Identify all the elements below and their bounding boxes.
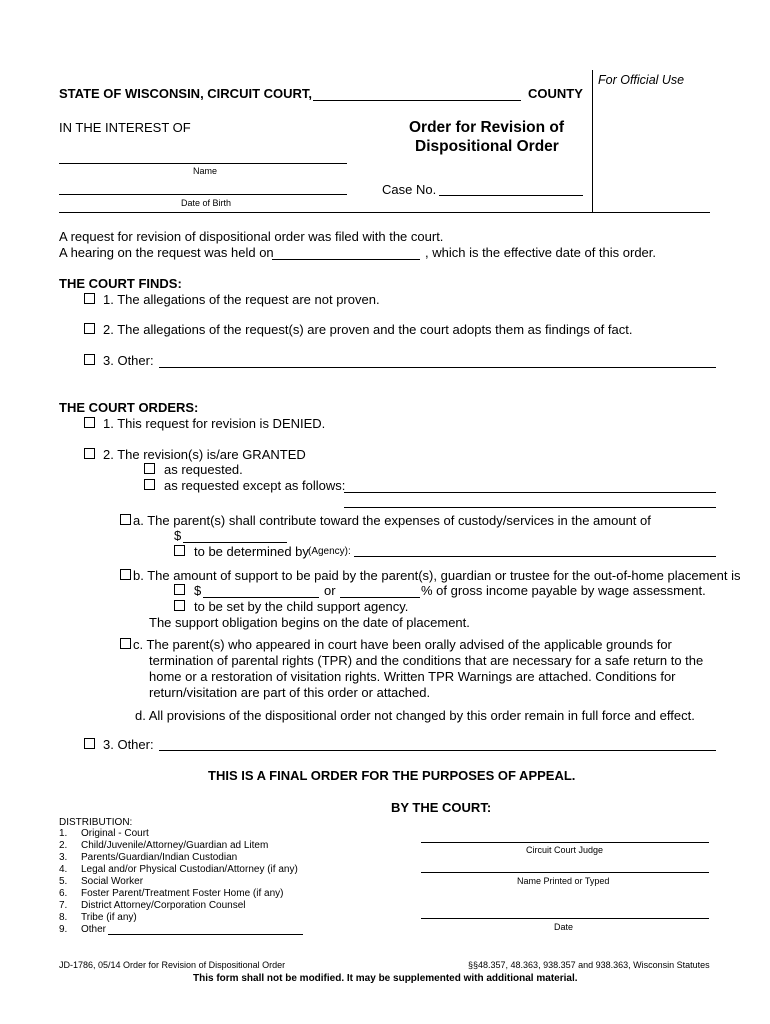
page-title-line2: Dispositional Order — [415, 138, 559, 155]
except-field-2[interactable] — [344, 507, 716, 508]
support-begins-text: The support obligation begins on the date of placement. — [149, 615, 470, 630]
order-a-amount-field[interactable] — [183, 542, 287, 543]
distribution-heading: DISTRIBUTION: — [59, 817, 133, 828]
name-printed-line[interactable] — [421, 872, 709, 873]
court-finds-heading: THE COURT FINDS: — [59, 276, 182, 291]
orders-2-text: 2. The revision(s) is/are GRANTED — [103, 447, 306, 462]
by-the-court: BY THE COURT: — [391, 800, 492, 815]
distribution-item-number: 2. — [59, 840, 68, 851]
finds-2-checkbox[interactable] — [84, 323, 95, 334]
intro-line2a: A hearing on the request was held on — [59, 245, 274, 260]
judge-label: Circuit Court Judge — [526, 845, 604, 855]
finds-2-text: 2. The allegations of the request(s) are proven and the court adopts them as findings of fact. — [103, 322, 633, 337]
distribution-item: Foster Parent/Treatment Foster Home (if any) — [81, 888, 284, 899]
orders-3-text: 3. Other: — [103, 737, 154, 752]
county-label: COUNTY — [528, 86, 583, 101]
case-no-field[interactable] — [439, 195, 583, 196]
order-c-line3: home or a restoration of visitation rights. Written TPR Warnings are attached. Conditions for — [149, 669, 676, 684]
dob-label: Date of Birth — [181, 198, 232, 208]
finds-1-text: 1. The allegations of the request are not proven. — [103, 292, 380, 307]
orders-3-checkbox[interactable] — [84, 738, 95, 749]
support-amount-field[interactable] — [203, 597, 319, 598]
distribution-item: Child/Juvenile/Attorney/Guardian ad Litem — [81, 840, 269, 851]
support-percent-text: % of gross income payable by wage assessment. — [421, 583, 706, 598]
name-label: Name — [193, 166, 218, 176]
intro-line2b: , which is the effective date of this order. — [425, 245, 656, 260]
official-use-label: For Official Use — [598, 73, 685, 87]
agency-label: (Agency): — [308, 546, 351, 557]
distribution-item: Tribe (if any) — [81, 912, 137, 923]
order-d-text: d. All provisions of the dispositional order not changed by this order remain in full force and effect. — [135, 708, 695, 723]
interest-of-label: IN THE INTEREST OF — [59, 120, 191, 135]
court-orders-heading: THE COURT ORDERS: — [59, 400, 199, 415]
dob-field[interactable] — [59, 194, 347, 195]
support-amount-checkbox[interactable] — [174, 584, 185, 595]
distribution-item-number: 4. — [59, 864, 68, 875]
distribution-item-number: 1. — [59, 828, 68, 839]
hearing-date-field[interactable] — [272, 259, 420, 260]
date-label: Date — [554, 922, 574, 932]
orders-2-checkbox[interactable] — [84, 448, 95, 459]
order-c-line2: termination of parental rights (TPR) and the conditions that are necessary for a safe return to the — [149, 653, 704, 668]
as-requested-checkbox[interactable] — [144, 463, 155, 474]
except-field-1[interactable] — [344, 492, 716, 493]
form-id: JD-1786, 05/14 Order for Revision of Dispositional Order — [59, 960, 286, 970]
distribution-item-number: 6. — [59, 888, 68, 899]
header-divider — [59, 212, 710, 213]
distribution-item-number: 8. — [59, 912, 68, 923]
page-title-line1: Order for Revision of — [409, 119, 565, 136]
distribution-item-number: 7. — [59, 900, 68, 911]
official-use-divider — [592, 70, 593, 212]
support-or: or — [324, 583, 336, 598]
finds-other-field[interactable] — [159, 367, 716, 368]
name-field[interactable] — [59, 163, 347, 164]
distribution-item: Parents/Guardian/Indian Custodian — [81, 852, 238, 863]
support-percent-field[interactable] — [340, 597, 420, 598]
distribution-item: Legal and/or Physical Custodian/Attorney (if any) — [81, 864, 298, 875]
order-a-dollar: $ — [174, 528, 182, 543]
distribution-item-number: 9. — [59, 924, 68, 935]
statutes: §§48.357, 48.363, 938.357 and 938.363, Wisconsin Statutes — [468, 960, 710, 970]
final-order-statement: THIS IS A FINAL ORDER FOR THE PURPOSES OF APPEAL. — [208, 768, 576, 783]
county-blank[interactable] — [313, 100, 521, 101]
order-a-checkbox[interactable] — [120, 514, 131, 525]
judge-signature-line[interactable] — [421, 842, 709, 843]
distribution-other-field[interactable] — [108, 934, 303, 935]
distribution-item: District Attorney/Corporation Counsel — [81, 900, 246, 911]
to-be-determined-text: to be determined by — [194, 544, 309, 559]
distribution-item-number: 5. — [59, 876, 68, 887]
child-support-text: to be set by the child support agency. — [194, 599, 409, 614]
orders-other-field[interactable] — [159, 750, 716, 751]
as-requested-except-text: as requested except as follows: — [164, 478, 346, 493]
as-requested-text: as requested. — [164, 462, 243, 477]
to-be-determined-checkbox[interactable] — [174, 545, 185, 556]
support-dollar: $ — [194, 583, 202, 598]
finds-3-text: 3. Other: — [103, 353, 154, 368]
orders-1-checkbox[interactable] — [84, 417, 95, 428]
order-c-line4: return/visitation are part of this order or attached. — [149, 685, 431, 700]
name-printed-label: Name Printed or Typed — [517, 876, 610, 886]
finds-1-checkbox[interactable] — [84, 293, 95, 304]
order-b-checkbox[interactable] — [120, 569, 131, 580]
order-b-text: b. The amount of support to be paid by the parent(s), guardian or trustee for the out-of-home placement is — [133, 568, 741, 583]
distribution-item: Original - Court — [81, 828, 149, 839]
intro-line1: A request for revision of dispositional order was filed with the court. — [59, 229, 444, 244]
distribution-item: Social Worker — [81, 876, 144, 887]
agency-field[interactable] — [354, 556, 716, 557]
as-requested-except-checkbox[interactable] — [144, 479, 155, 490]
order-a-text: a. The parent(s) shall contribute toward the expenses of custody/services in the amount of — [133, 513, 651, 528]
order-c-checkbox[interactable] — [120, 638, 131, 649]
distribution-item-number: 3. — [59, 852, 68, 863]
finds-3-checkbox[interactable] — [84, 354, 95, 365]
state-court-label: STATE OF WISCONSIN, CIRCUIT COURT, — [59, 86, 313, 101]
orders-1-text: 1. This request for revision is DENIED. — [103, 416, 326, 431]
footer-notice: This form shall not be modified. It may be supplemented with additional material. — [193, 973, 578, 984]
order-c-line1: c. The parent(s) who appeared in court have been orally advised of the applicable grounds for — [133, 637, 672, 652]
distribution-item: Other — [81, 924, 107, 935]
child-support-checkbox[interactable] — [174, 600, 185, 611]
date-line[interactable] — [421, 918, 709, 919]
case-no-label: Case No. — [382, 182, 437, 197]
